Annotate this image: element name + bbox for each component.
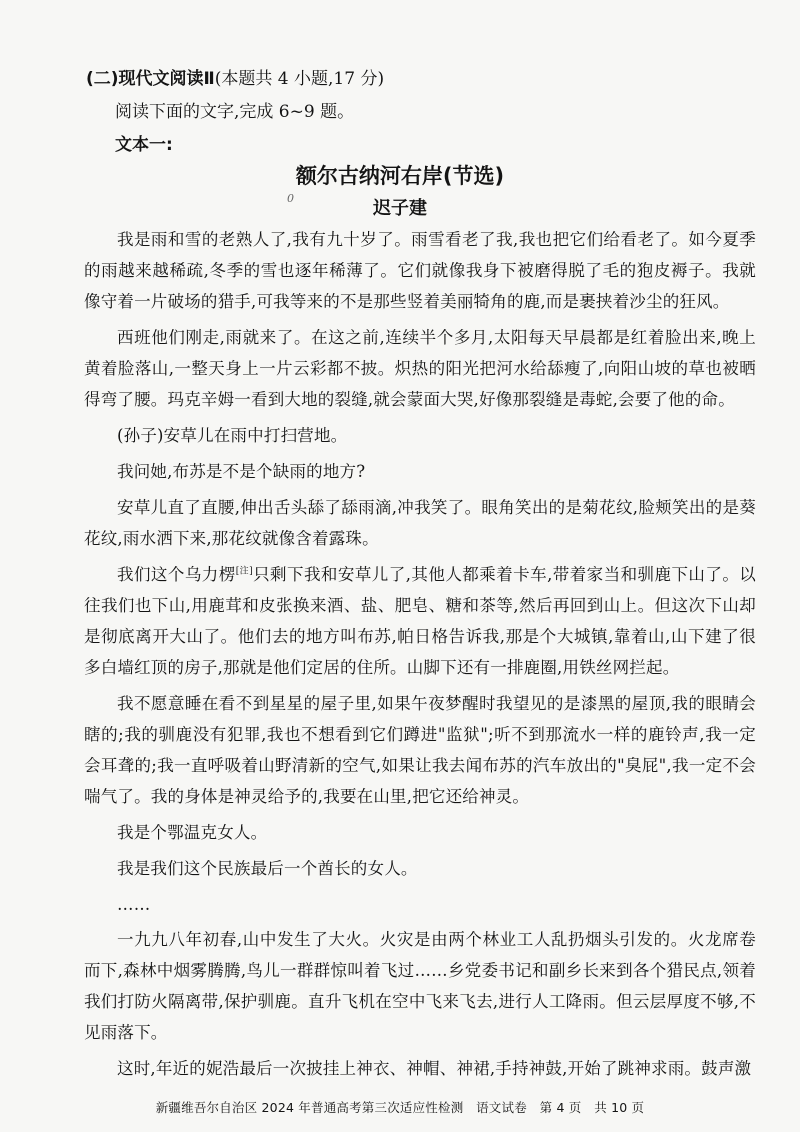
article-body: [84, 224, 756, 1089]
footnote-marker: [注]: [235, 566, 253, 577]
paragraph: 我是雨和雪的老熟人了,我有九十岁了。雨雪看老了我,我也把它们给看老了。如今夏季的雨越来越稀疏,冬季的雪也逐年稀薄了。它们就像我身下被磨得脱了毛的狍皮褥子。我就像守着一片破场的猎手,可我等来的不是那些竖着美丽犄角的鹿,而是裹挟着沙尘的狂风。: [84, 230, 756, 311]
paragraph-uriliang: [84, 559, 756, 683]
section-heading-rest: (本题共 4 小题,17 分): [214, 69, 385, 89]
paragraph-text: 我们这个乌力楞: [117, 565, 236, 584]
paragraph: 我是我们这个民族最后一个酋长的女人。: [117, 859, 418, 878]
stray-pen-mark: 0: [287, 192, 294, 205]
paragraph: 安草儿直了直腰,伸出舌头舔了舔雨滴,冲我笑了。眼角笑出的是菊花纹,脸颊笑出的是葵花纹,雨水洒下来,那花纹就像含着露珠。: [84, 498, 756, 548]
paragraph: 我问她,布苏是不是个缺雨的地方?: [117, 462, 366, 481]
reading-instruction: 阅读下面的文字,完成 6~9 题。: [115, 102, 355, 122]
omission-ellipsis: ……: [117, 895, 151, 914]
paragraph: 我不愿意睡在看不到星星的屋子里,如果午夜梦醒时我望见的是漆黑的屋顶,我的眼睛会瞎的;我的驯鹿没有犯罪,我也不想看到它们蹲进"监狱";听不到那流水一样的鹿铃声,我一定会耳聋的;我一直呼吸着山野清新的空气,如果让我去闻布苏的汽车放出的"臭屁",我一定不会喘气了。我的身体是神灵给予的,我要在山里,把它还给神灵。: [84, 694, 756, 806]
paragraph: 我是个鄂温克女人。: [117, 823, 268, 842]
section-heading: [86, 64, 384, 89]
section-heading-bold: (二)现代文阅读Ⅱ: [86, 69, 215, 89]
paragraph: (孙子)安草儿在雨中打扫营地。: [117, 426, 348, 445]
text-one-label: 文本一:: [115, 135, 173, 155]
article-title: 额尔古纳河右岸(节选): [295, 164, 505, 188]
article-author: 迟子建: [373, 198, 427, 219]
paragraph-text: 只剩下我和安草儿了,其他人都乘着卡车,带着家当和驯鹿下山了。以往我们也下山,用鹿茸和皮张换来酒、盐、肥皂、糖和茶等,然后再回到山上。但这次下山却是彻底离开大山了。他们去的地方叫布苏,帕日格告诉我,那是个大城镇,靠着山,山下建了很多白墙红顶的房子,那就是他们定居的住所。山脚下还有一排鹿圈,用铁丝网拦起。: [84, 565, 756, 677]
page-footer: 新疆维吾尔自治区 2024 年普通高考第三次适应性检测 语文试卷 第 4 页 共 10 页: [155, 1100, 645, 1115]
paragraph: 一九九八年初春,山中发生了大火。火灾是由两个林业工人乱扔烟头引发的。火龙席卷而下,森林中烟雾腾腾,鸟儿一群群惊叫着飞过……乡党委书记和副乡长来到各个猎民点,领着我们打防火隔离带,保护驯鹿。直升飞机在空中飞来飞去,进行人工降雨。但云层厚度不够,不见雨落下。: [84, 930, 756, 1042]
paragraph: 西班他们刚走,雨就来了。在这之前,连续半个多月,太阳每天早晨都是红着脸出来,晚上黄着脸落山,一整天身上一片云彩都不披。炽热的阳光把河水给舔瘦了,向阳山坡的草也被晒得弯了腰。玛克辛姆一看到大地的裂缝,就会蒙面大哭,好像那裂缝是毒蛇,会要了他的命。: [84, 328, 756, 409]
paragraph: 这时,年近的妮浩最后一次披挂上神衣、神帽、神裙,手持神鼓,开始了跳神求雨。鼓声激: [117, 1059, 752, 1078]
